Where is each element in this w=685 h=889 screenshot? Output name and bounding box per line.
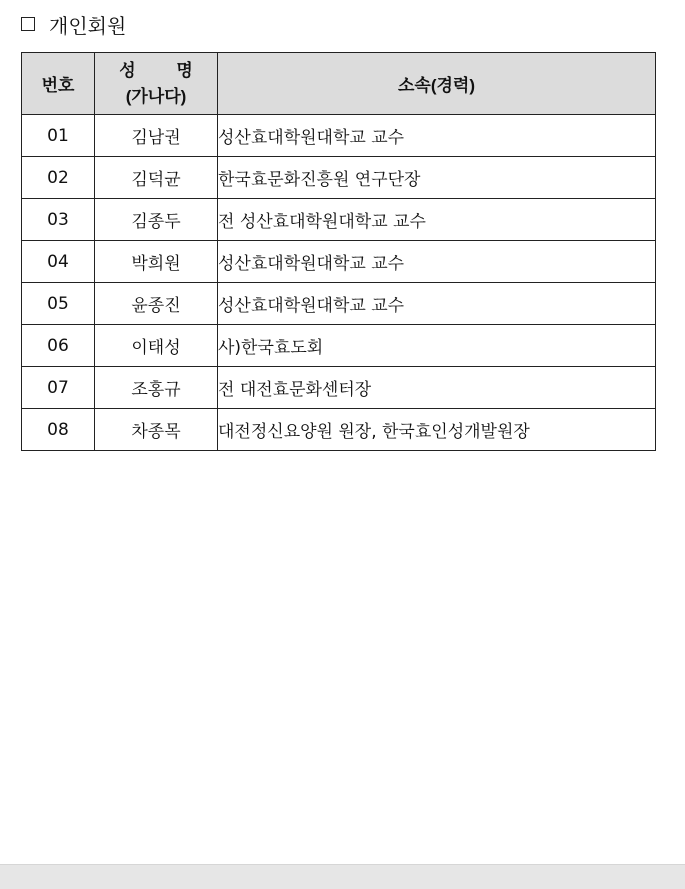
table-header-row xyxy=(22,53,656,115)
row-affiliation: 사)한국효도회 xyxy=(218,325,656,367)
row-affiliation: 성산효대학원대학교 교수 xyxy=(218,115,656,157)
row-name: 김종두 xyxy=(95,199,218,241)
row-number: 06 xyxy=(22,325,95,367)
row-affiliation: 성산효대학원대학교 교수 xyxy=(218,241,656,283)
header-name-line2: (가나다) xyxy=(125,86,187,106)
row-name: 김덕균 xyxy=(95,157,218,199)
row-affiliation: 대전정신요양원 원장, 한국효인성개발원장 xyxy=(218,409,656,451)
row-name: 차종목 xyxy=(95,409,218,451)
row-name: 박희원 xyxy=(95,241,218,283)
section-heading xyxy=(21,10,126,38)
section-title-text: 개인회원 xyxy=(49,13,127,38)
members-table xyxy=(21,52,656,451)
row-number: 07 xyxy=(22,367,95,409)
table-row xyxy=(22,325,656,367)
table-row xyxy=(22,241,656,283)
header-affiliation: 소속(경력) xyxy=(218,53,656,115)
bottom-scrollbar-track[interactable] xyxy=(0,864,685,889)
header-number: 번호 xyxy=(22,53,95,115)
row-number: 03 xyxy=(22,199,95,241)
row-number: 05 xyxy=(22,283,95,325)
row-number: 08 xyxy=(22,409,95,451)
row-affiliation: 전 대전효문화센터장 xyxy=(218,367,656,409)
table-row xyxy=(22,367,656,409)
row-name: 이태성 xyxy=(95,325,218,367)
row-number: 01 xyxy=(22,115,95,157)
row-number: 04 xyxy=(22,241,95,283)
row-name: 윤종진 xyxy=(95,283,218,325)
row-name: 조홍규 xyxy=(95,367,218,409)
table-row xyxy=(22,199,656,241)
row-affiliation: 한국효문화진흥원 연구단장 xyxy=(218,157,656,199)
table-row xyxy=(22,115,656,157)
header-name-line1: 성 명 xyxy=(119,60,211,80)
table-row xyxy=(22,157,656,199)
checkbox-square-icon xyxy=(21,17,35,31)
header-name xyxy=(95,53,218,115)
row-number: 02 xyxy=(22,157,95,199)
row-name: 김남권 xyxy=(95,115,218,157)
row-affiliation: 성산효대학원대학교 교수 xyxy=(218,283,656,325)
table-row xyxy=(22,283,656,325)
table-row xyxy=(22,409,656,451)
row-affiliation: 전 성산효대학원대학교 교수 xyxy=(218,199,656,241)
